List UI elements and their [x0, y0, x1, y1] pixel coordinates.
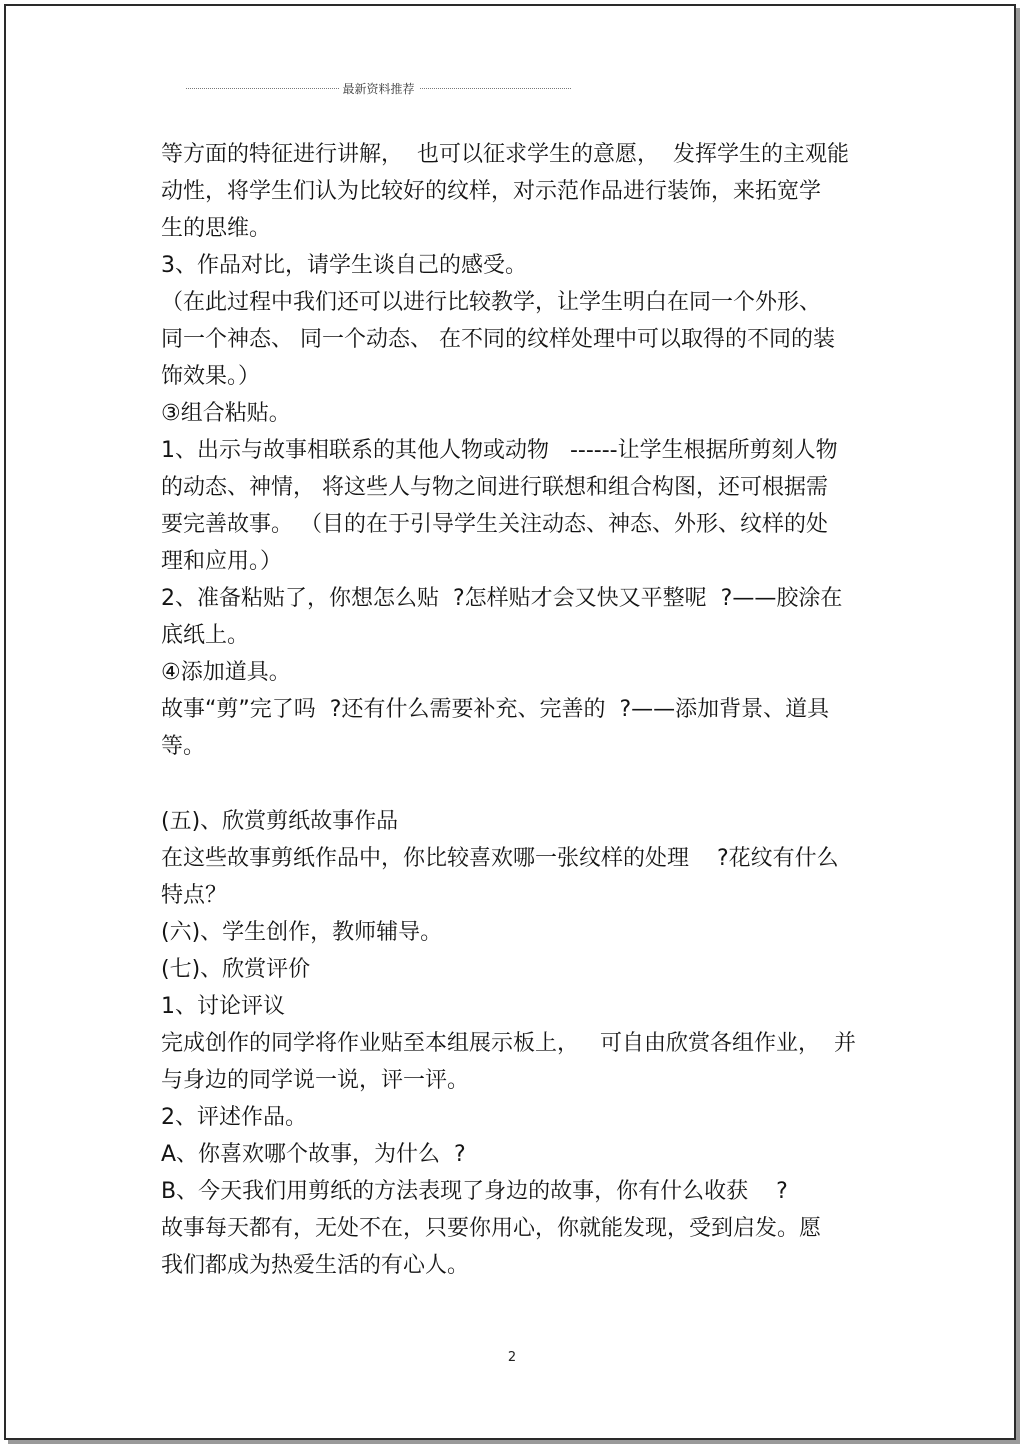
document-page	[4, 4, 1016, 1440]
page-header	[186, 78, 571, 98]
text-line: 2、准备粘贴了，你想怎么贴 ?怎样贴才会又快又平整呢 ?——胶涂在	[161, 586, 843, 611]
text-line: 1、讨论评议	[161, 994, 285, 1019]
text-line: 等方面的特征进行讲解， 也可以征求学生的意愿， 发挥学生的主观能	[161, 142, 849, 167]
text-block-1	[161, 136, 881, 765]
page-number: 2	[507, 1350, 517, 1365]
section-heading: (七)、欣赏评价	[161, 957, 311, 982]
text-line: 特点？	[161, 883, 228, 908]
text-line: 的动态、神情， 将这些人与物之间进行联想和组合构图，还可根据需	[161, 475, 828, 500]
text-line: 生的思维。	[161, 216, 272, 241]
document-body	[161, 136, 881, 1284]
text-line: 理和应用。）	[161, 549, 283, 574]
section-heading: (六)、学生创作，教师辅导。	[161, 920, 443, 945]
paragraph-gap	[161, 765, 881, 803]
text-line: 2、评述作品。	[161, 1105, 307, 1130]
text-line: 同一个神态、 同一个动态、 在不同的纹样处理中可以取得的不同的装	[161, 327, 835, 352]
text-line: 饰效果。）	[161, 364, 261, 389]
text-line: 故事每天都有，无处不在，只要你用心，你就能发现，受到启发。愿	[161, 1216, 822, 1241]
text-line: 我们都成为热爱生活的有心人。	[161, 1253, 470, 1278]
text-block-2	[161, 803, 881, 1284]
text-line: 与身边的同学说一说，评一评。	[161, 1068, 470, 1093]
text-line: 3、作品对比，请学生谈自己的感受。	[161, 253, 527, 278]
text-line: 动性，将学生们认为比较好的纹样，对示范作品进行装饰，来拓宽学	[161, 179, 822, 204]
text-line: （在此过程中我们还可以进行比较教学，让学生明白在同一个外形、	[161, 290, 822, 315]
text-line: 等。	[161, 734, 206, 759]
text-line: 要完善故事。 （目的在于引导学生关注动态、神态、外形、纹样的处	[161, 512, 828, 537]
text-line: 故事“剪”完了吗 ?还有什么需要补充、完善的 ?——添加背景、道具	[161, 697, 830, 722]
text-line: A、你喜欢哪个故事，为什么 ?	[161, 1142, 466, 1167]
text-line: 完成创作的同学将作业贴至本组展示板上， 可自由欣赏各组作业， 并	[161, 1031, 856, 1056]
text-line: B、今天我们用剪纸的方法表现了身边的故事，你有什么收获 ?	[161, 1179, 788, 1204]
text-line: 1、出示与故事相联系的其他人物或动物 ------让学生根据所剪刻人物	[161, 438, 838, 463]
text-line: 底纸上。	[161, 623, 250, 648]
header-label: 最新资料推荐	[338, 80, 418, 97]
text-line: ③组合粘贴。	[161, 401, 291, 426]
section-heading: (五)、欣赏剪纸故事作品	[161, 809, 399, 834]
text-line: 在这些故事剪纸作品中，你比较喜欢哪一张纹样的处理 ?花纹有什么	[161, 846, 839, 871]
text-line: ④添加道具。	[161, 660, 291, 685]
